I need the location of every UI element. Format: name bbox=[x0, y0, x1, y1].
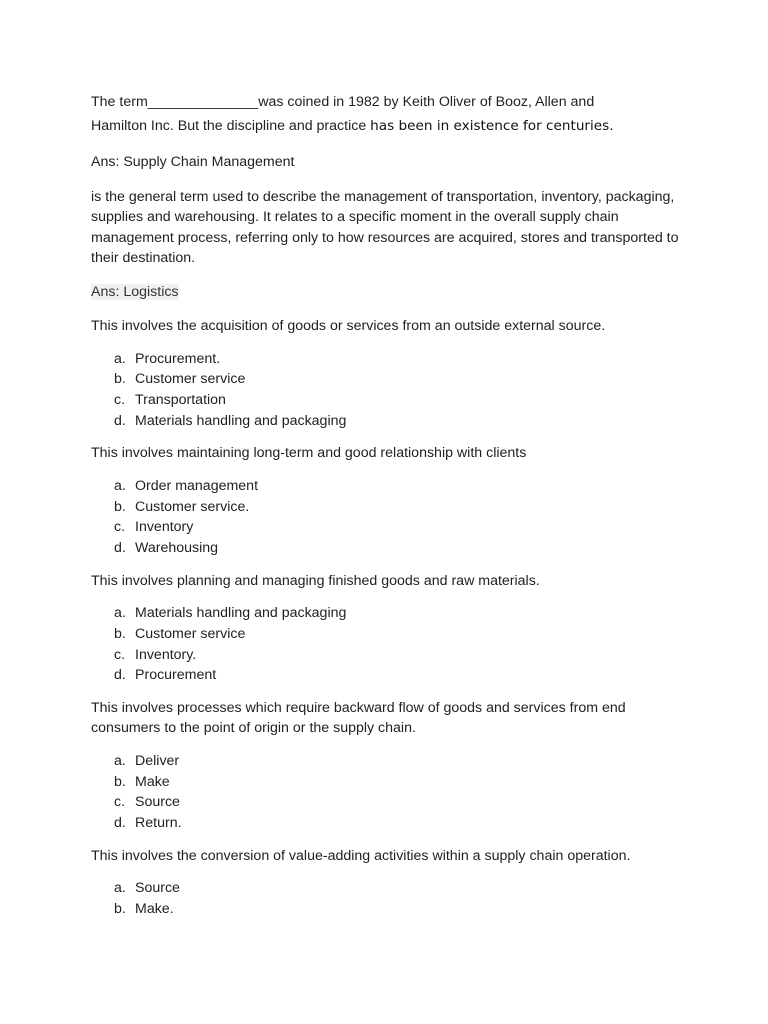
logistics-definition: is the general term used to describe the management of transportation, inventory, packaging, supplies and warehousing. It relates to a specific moment in the overall supply chain management process, referring only to how resources are acquired, stores and transported to their destination. bbox=[91, 188, 679, 266]
option-text: Procurement. bbox=[135, 350, 221, 367]
option-text: Transportation bbox=[135, 391, 226, 408]
option-letter: c. bbox=[114, 646, 126, 663]
option-text: Make. bbox=[135, 900, 174, 917]
option-item bbox=[114, 813, 691, 834]
option-text: Procurement bbox=[135, 667, 217, 684]
option-text: Inventory bbox=[135, 519, 194, 536]
option-text: Return. bbox=[135, 815, 182, 832]
question-block-5 bbox=[91, 846, 691, 920]
option-item bbox=[114, 624, 691, 645]
options-list bbox=[91, 603, 691, 686]
option-item bbox=[114, 390, 691, 411]
question-text: This involves planning and managing finished goods and raw materials. bbox=[91, 572, 540, 589]
option-item bbox=[114, 476, 691, 497]
option-letter: a. bbox=[114, 477, 126, 494]
option-letter: c. bbox=[114, 391, 126, 408]
option-item bbox=[114, 645, 691, 666]
option-item bbox=[114, 792, 691, 813]
intro-line2-plain: Hamilton Inc. But the discipline and practice bbox=[91, 117, 371, 134]
option-letter: b. bbox=[114, 900, 126, 917]
option-item bbox=[114, 603, 691, 624]
option-letter: a. bbox=[114, 752, 126, 769]
option-text: Materials handling and packaging bbox=[135, 605, 347, 622]
option-text: Customer service. bbox=[135, 498, 250, 515]
option-letter: b. bbox=[114, 625, 126, 642]
option-letter: d. bbox=[114, 412, 126, 429]
option-text: Materials handling and packaging bbox=[135, 412, 347, 429]
option-text: Order management bbox=[135, 477, 259, 494]
option-item bbox=[114, 751, 691, 772]
answer-logistics-text: Ans: Logistics bbox=[91, 283, 179, 300]
option-text: Source bbox=[135, 794, 180, 811]
option-letter: a. bbox=[114, 605, 126, 622]
options-list bbox=[91, 751, 691, 834]
option-letter: a. bbox=[114, 350, 126, 367]
option-letter: d. bbox=[114, 815, 126, 832]
option-item bbox=[114, 538, 691, 559]
option-letter: d. bbox=[114, 539, 126, 556]
option-letter: b. bbox=[114, 773, 126, 790]
option-item bbox=[114, 899, 691, 920]
question-block-1 bbox=[91, 316, 691, 431]
document-page bbox=[91, 92, 691, 932]
option-letter: b. bbox=[114, 371, 126, 388]
option-text: Customer service bbox=[135, 625, 246, 642]
options-list bbox=[91, 476, 691, 559]
question-block-2 bbox=[91, 443, 691, 558]
intro-question bbox=[91, 92, 691, 136]
option-text: Warehousing bbox=[135, 539, 219, 556]
option-item bbox=[114, 878, 691, 899]
question-text: This involves the acquisition of goods or services from an outside external source. bbox=[91, 318, 606, 334]
intro-line2 bbox=[91, 116, 691, 137]
intro-line2-emphasis: has been in existence for centuries. bbox=[370, 117, 614, 134]
answer-logistics bbox=[91, 282, 691, 303]
option-letter: b. bbox=[114, 498, 126, 515]
options-list bbox=[91, 878, 691, 919]
options-list bbox=[91, 349, 691, 432]
question-text: This involves maintaining long-term and good relationship with clients bbox=[91, 445, 527, 462]
option-item bbox=[114, 349, 691, 370]
option-letter: d. bbox=[114, 667, 126, 684]
option-item bbox=[114, 411, 691, 432]
option-text: Source bbox=[135, 880, 180, 897]
option-text: Deliver bbox=[135, 752, 180, 769]
question-block-4 bbox=[91, 698, 691, 834]
question-text: This involves the conversion of value-adding activities within a supply chain operation. bbox=[91, 847, 631, 864]
question-text: This involves processes which require backward flow of goods and services from end consumers to the point of origin or the supply chain. bbox=[91, 699, 626, 737]
option-item bbox=[114, 665, 691, 686]
option-text: Customer service bbox=[135, 371, 246, 388]
answer-supply-chain: Ans: Supply Chain Management bbox=[91, 154, 295, 170]
option-item bbox=[114, 772, 691, 793]
option-item bbox=[114, 497, 691, 518]
option-letter: c. bbox=[114, 519, 126, 536]
option-item bbox=[114, 369, 691, 390]
intro-line1: The term______________was coined in 1982 by Keith Oliver of Booz, Allen and bbox=[91, 94, 595, 110]
option-item bbox=[114, 517, 691, 538]
option-letter: c. bbox=[114, 794, 126, 811]
option-text: Make bbox=[135, 773, 170, 790]
option-text: Inventory. bbox=[135, 646, 197, 663]
question-block-3 bbox=[91, 571, 691, 686]
option-letter: a. bbox=[114, 880, 126, 897]
